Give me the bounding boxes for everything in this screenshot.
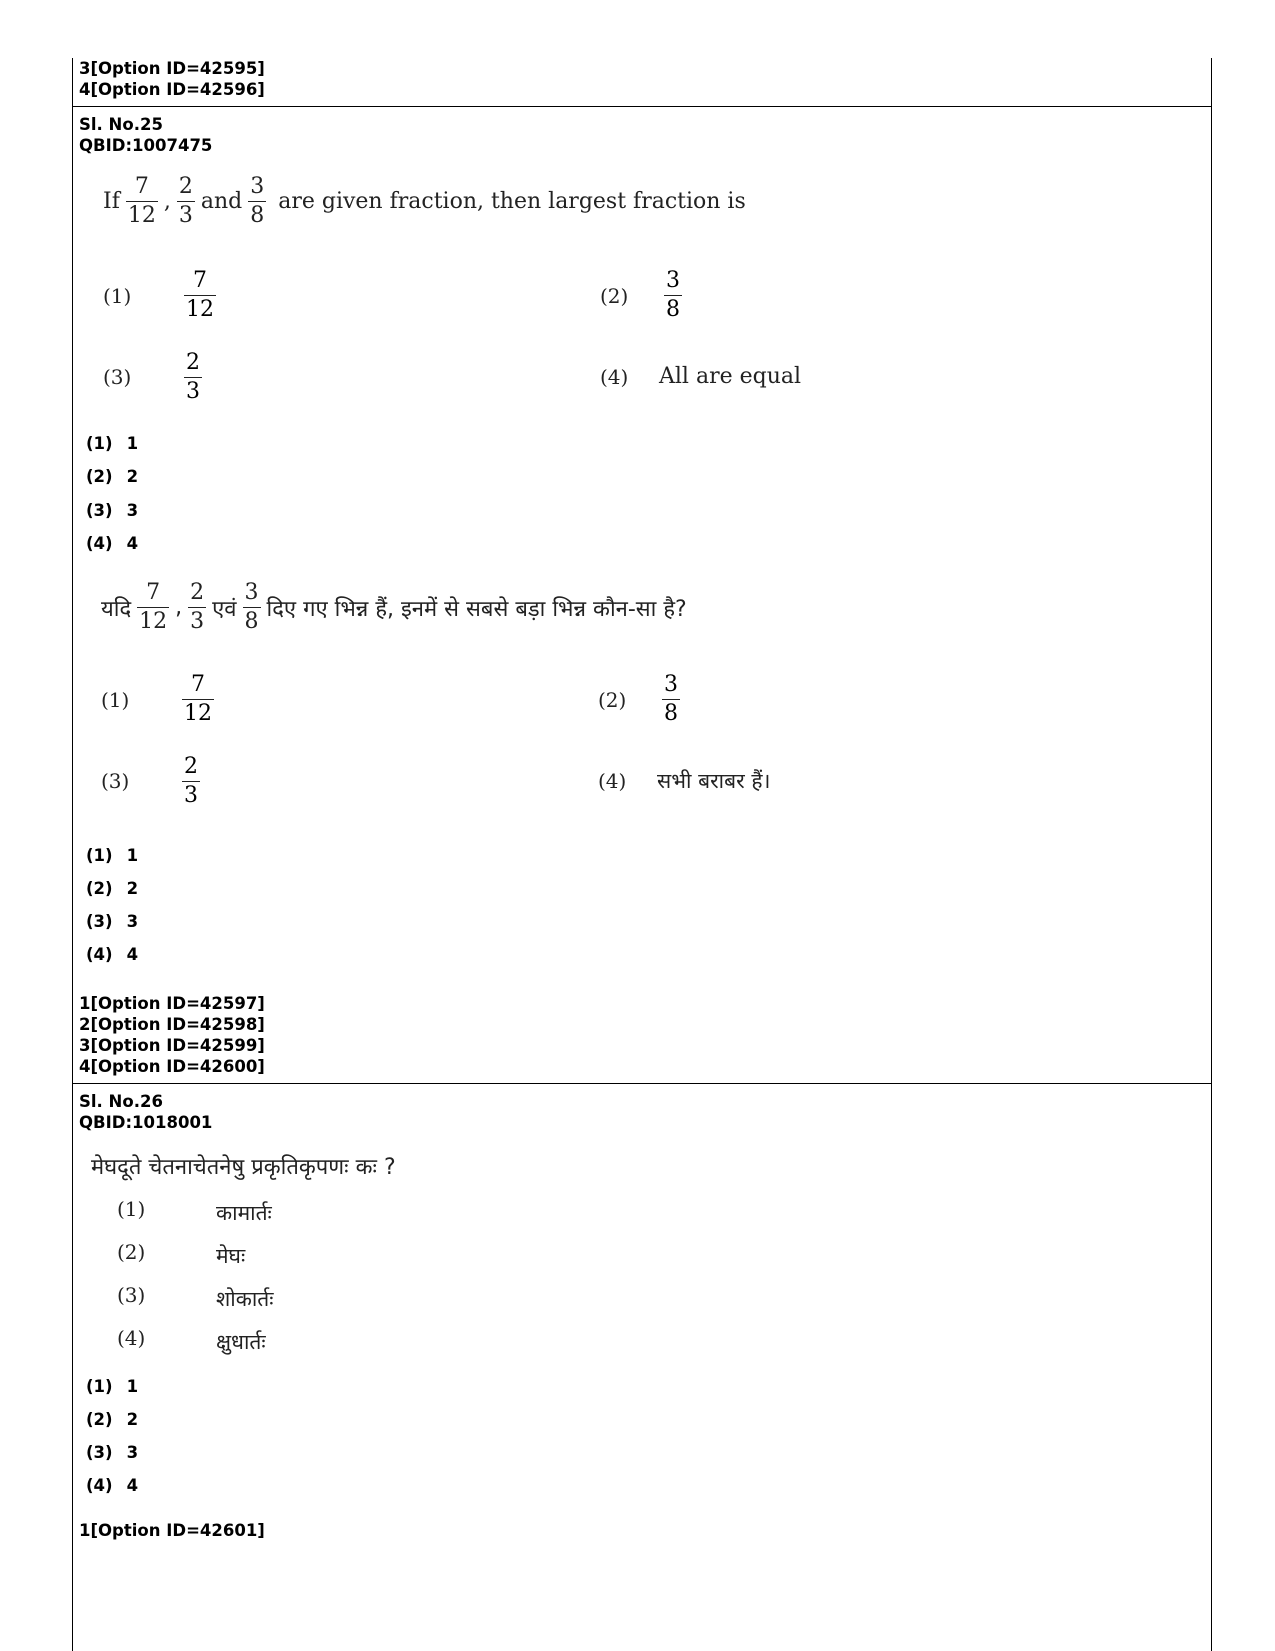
fraction: $\frac{7}{12}$ [127, 174, 156, 228]
option-label: (4) [598, 769, 627, 793]
question-prefix: If [103, 189, 120, 214]
separator: , [163, 189, 171, 214]
option-id-line: 1[Option ID=42597] [79, 994, 265, 1013]
option-id-line: 2[Option ID=42598] [79, 1015, 265, 1034]
option-4-text: सभी बराबर हैं। [657, 769, 771, 793]
option-1-fraction: $\frac{7}{12}$ [186, 268, 214, 322]
option-label: (4) [117, 1326, 146, 1350]
conjunction: and [200, 189, 243, 214]
question-suffix: are given fraction, then largest fraction is [278, 189, 746, 214]
option-label: (3) [103, 365, 132, 389]
option-2-fraction: $\frac{3}{8}$ [666, 268, 680, 322]
fraction: $\frac{3}{8}$ [250, 174, 265, 228]
option-label: (3) [117, 1283, 146, 1307]
option-3-fraction: $\frac{2}{3}$ [186, 350, 200, 404]
answer-choice: (1) 1 [86, 434, 139, 453]
question-prefix: यदि [101, 596, 132, 622]
answer-choice: (4) 4 [86, 945, 139, 964]
option-label: (2) [600, 284, 629, 308]
answer-choice: (3) 3 [86, 912, 139, 931]
option-id-line: 3[Option ID=42595] [79, 59, 265, 78]
option-label: (1) [117, 1197, 146, 1221]
answer-choice: (2) 2 [86, 1410, 139, 1429]
option-text: शोकार्तः [216, 1287, 274, 1311]
option-label: (2) [598, 688, 627, 712]
option-text: कामार्तः [216, 1201, 272, 1225]
answer-choice: (4) 4 [86, 1476, 139, 1495]
divider [72, 106, 1212, 107]
option-1-fraction: $\frac{7}{12}$ [184, 672, 212, 726]
question-text: मेघदूते चेतनाचेतनेषु प्रकृतिकृपणः कः ? [91, 1155, 396, 1180]
answer-choice: (2) 2 [86, 879, 139, 898]
option-label: (4) [600, 365, 629, 389]
option-id-line: 4[Option ID=42596] [79, 80, 265, 99]
question-suffix: दिए गए भिन्न हैं, इनमें से सबसे बड़ा भिन्न कौन-सा है? [266, 596, 687, 622]
qbid: QBID:1007475 [79, 136, 213, 155]
serial-number: Sl. No.26 [79, 1092, 163, 1111]
fraction: $\frac{3}{8}$ [244, 580, 259, 634]
option-label: (1) [103, 284, 132, 308]
answer-choice: (2) 2 [86, 467, 139, 486]
qbid: QBID:1018001 [79, 1113, 213, 1132]
conjunction: एवं [212, 596, 237, 622]
divider [72, 1083, 1212, 1084]
answer-choice: (1) 1 [86, 1377, 139, 1396]
option-id-line: 1[Option ID=42601] [79, 1521, 265, 1540]
answer-choice: (1) 1 [86, 846, 139, 865]
question-text-en [103, 174, 746, 229]
option-id-line: 4[Option ID=42600] [79, 1057, 265, 1076]
answer-choice: (3) 3 [86, 1443, 139, 1462]
option-label: (1) [101, 688, 130, 712]
option-2-fraction: $\frac{3}{8}$ [664, 672, 678, 726]
option-3-fraction: $\frac{2}{3}$ [184, 754, 198, 808]
option-id-line: 3[Option ID=42599] [79, 1036, 265, 1055]
option-text: मेघः [216, 1244, 246, 1268]
option-label: (3) [101, 769, 130, 793]
fraction: $\frac{2}{3}$ [178, 174, 193, 228]
separator: , [175, 595, 183, 620]
option-4-text: All are equal [659, 364, 802, 389]
serial-number: Sl. No.25 [79, 115, 163, 134]
fraction: $\frac{2}{3}$ [190, 580, 205, 634]
option-label: (2) [117, 1240, 146, 1264]
option-text: क्षुधार्तः [216, 1330, 266, 1354]
answer-choice: (3) 3 [86, 501, 139, 520]
question-text-hi [101, 580, 687, 635]
page-frame [72, 58, 1212, 1651]
fraction: $\frac{7}{12}$ [139, 580, 168, 634]
answer-choice: (4) 4 [86, 534, 139, 553]
